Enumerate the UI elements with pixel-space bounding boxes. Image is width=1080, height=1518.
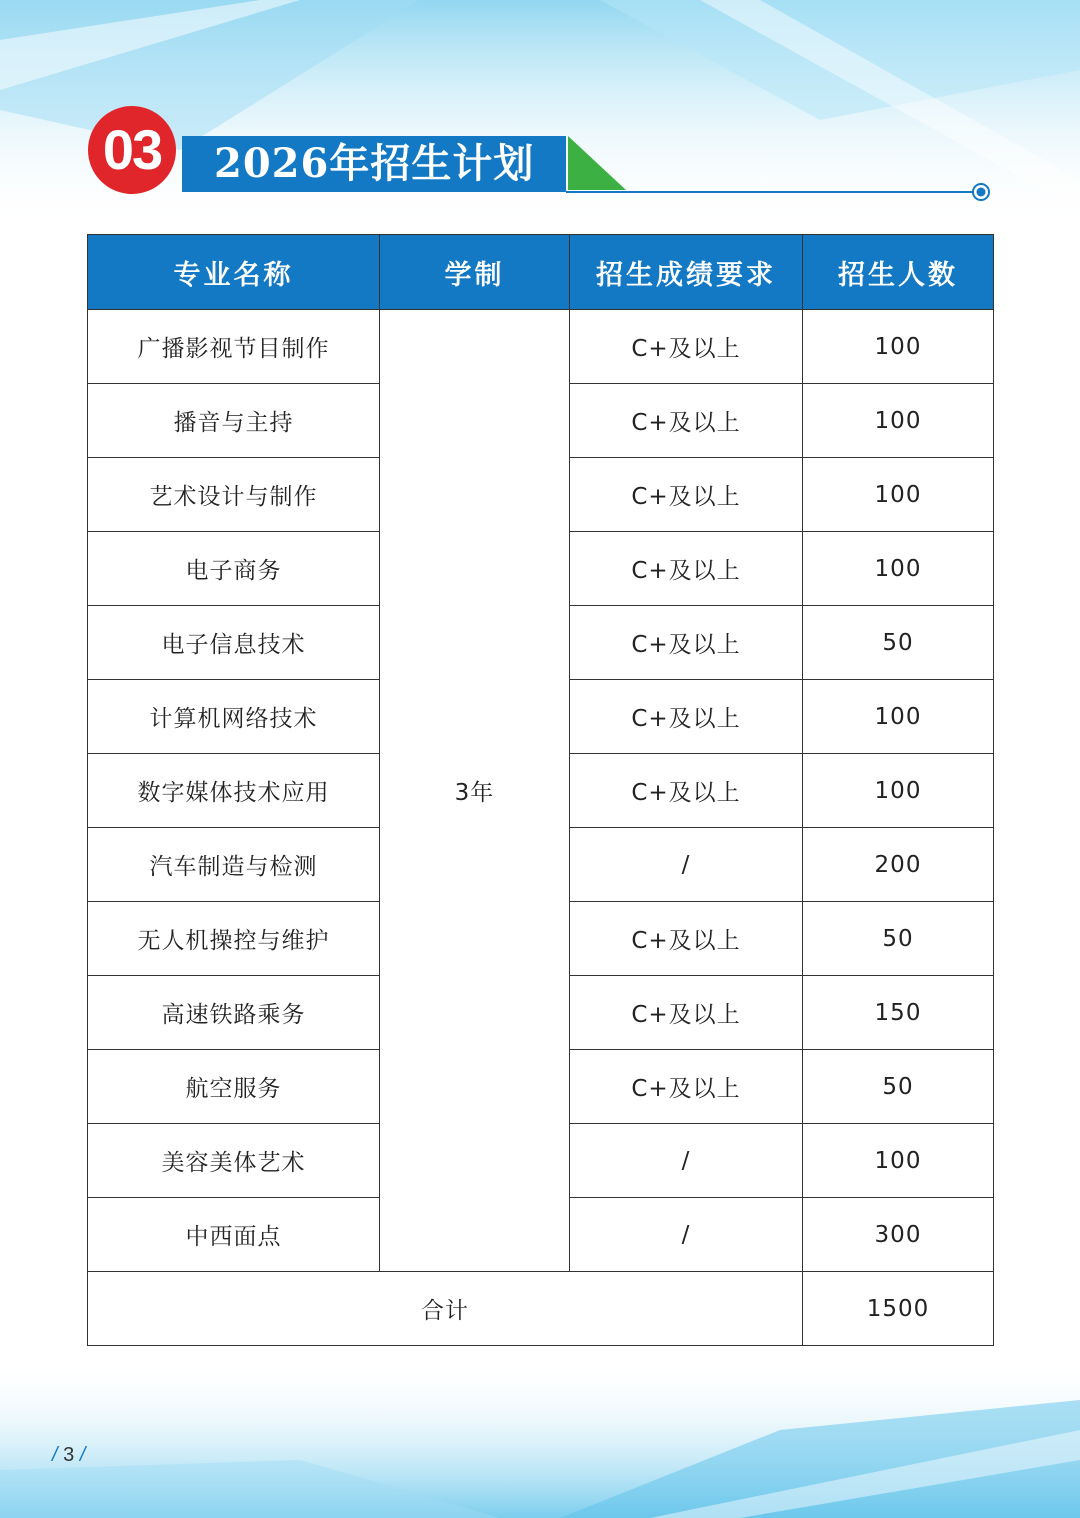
page-number-value: 3 [63, 1444, 75, 1466]
major-cell: 广播影视节目制作 [88, 310, 380, 384]
count-cell: 50 [803, 606, 994, 680]
count-cell: 50 [803, 902, 994, 976]
slash-right: / [79, 1444, 86, 1466]
header-duration: 学制 [380, 235, 570, 310]
major-cell: 美容美体艺术 [88, 1124, 380, 1198]
count-cell: 200 [803, 828, 994, 902]
count-cell: 100 [803, 1124, 994, 1198]
green-triangle-icon [568, 136, 626, 190]
requirement-cell: C+及以上 [570, 384, 803, 458]
count-cell: 300 [803, 1198, 994, 1272]
major-cell: 中西面点 [88, 1198, 380, 1272]
enrollment-plan-table [87, 234, 994, 1346]
table-row [88, 310, 994, 384]
total-row [88, 1272, 994, 1346]
table-header-row [88, 235, 994, 310]
requirement-cell: C+及以上 [570, 754, 803, 828]
requirement-cell: C+及以上 [570, 902, 803, 976]
requirement-cell: C+及以上 [570, 1050, 803, 1124]
header-count: 招生人数 [803, 235, 994, 310]
major-cell: 播音与主持 [88, 384, 380, 458]
requirement-cell: C+及以上 [570, 532, 803, 606]
count-cell: 100 [803, 458, 994, 532]
requirement-cell: / [570, 828, 803, 902]
section-title: 2026年招生计划 [182, 136, 566, 192]
slash-left: / [52, 1444, 58, 1466]
count-cell: 100 [803, 680, 994, 754]
count-cell: 100 [803, 532, 994, 606]
count-cell: 100 [803, 384, 994, 458]
requirement-cell: C+及以上 [570, 310, 803, 384]
requirement-cell: / [570, 1124, 803, 1198]
major-cell: 电子信息技术 [88, 606, 380, 680]
count-cell: 100 [803, 754, 994, 828]
circle-dot-icon [972, 183, 990, 201]
major-cell: 高速铁路乘务 [88, 976, 380, 1050]
major-cell: 无人机操控与维护 [88, 902, 380, 976]
total-label: 合计 [88, 1272, 803, 1346]
title-underline [566, 191, 982, 193]
requirement-cell: C+及以上 [570, 976, 803, 1050]
requirement-cell: C+及以上 [570, 458, 803, 532]
duration-cell: 3年 [380, 310, 570, 1272]
major-cell: 数字媒体技术应用 [88, 754, 380, 828]
count-cell: 100 [803, 310, 994, 384]
major-cell: 计算机网络技术 [88, 680, 380, 754]
major-cell: 航空服务 [88, 1050, 380, 1124]
page-number [52, 1444, 85, 1467]
header-major: 专业名称 [88, 235, 380, 310]
major-cell: 艺术设计与制作 [88, 458, 380, 532]
count-cell: 150 [803, 976, 994, 1050]
section-number-badge: 03 [88, 106, 176, 194]
major-cell: 汽车制造与检测 [88, 828, 380, 902]
requirement-cell: C+及以上 [570, 680, 803, 754]
major-cell: 电子商务 [88, 532, 380, 606]
total-count: 1500 [803, 1272, 994, 1346]
header-requirement: 招生成绩要求 [570, 235, 803, 310]
requirement-cell: C+及以上 [570, 606, 803, 680]
count-cell: 50 [803, 1050, 994, 1124]
requirement-cell: / [570, 1198, 803, 1272]
